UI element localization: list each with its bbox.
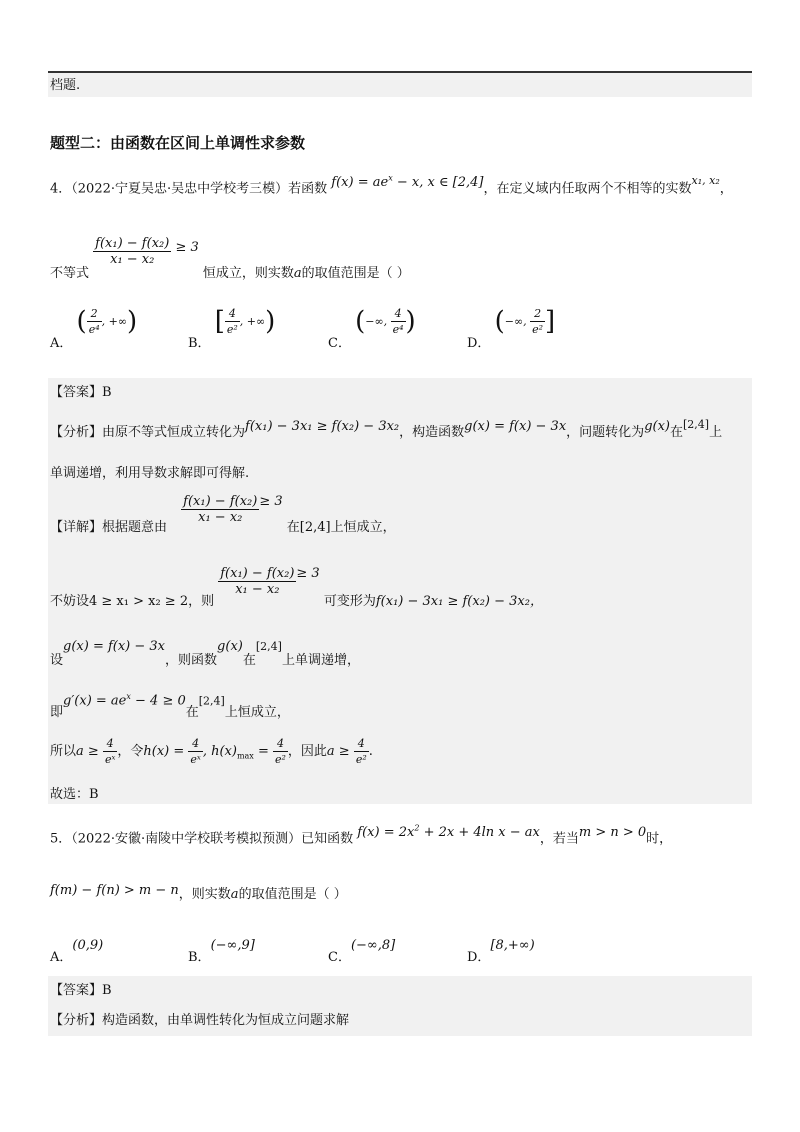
q4-derivative-line: 即$g'(x) = ae^x - 4 \ge 0$在[2,4]上恒成立， [50, 692, 290, 721]
q4-choice: 故选：B [50, 787, 99, 802]
q4-set-line: 设g(x) = f(x) − 3x，则函数g(x)在[2,4]上单调递增， [50, 639, 360, 668]
top-rule [48, 71, 752, 73]
q5-answer: 【答案】B [50, 983, 112, 998]
q4-function: $f(x) = ae^x - x$, x ∈ [2,4] [331, 174, 484, 191]
q4-option-b[interactable]: B． [ $\frac{4}{\text{e²}}$ , +∞) [188, 306, 276, 351]
q4-inequality-fraction: $\frac{\text{f(x₁) − f(x₂)}}{\text{x₁ − x₂}}$ [95, 236, 170, 267]
q4-analysis-line2: 单调递增，利用导数求解即可得解. [50, 466, 250, 481]
q4-option-c[interactable]: C． (−∞, $\frac{4}{\text{e⁴}}$ ) [328, 306, 416, 351]
section-title: 题型二：由函数在区间上单调性求参数 [50, 134, 306, 152]
prev-solution-tail [48, 73, 752, 97]
q4-wlog-line: 不妨设4 ≥ x₁ > x₂ ≥ 2，则 $\frac{\text{f(x₁) − f(x₂)}}{\text{x₁ − x₂}}$ ≥ 3 可变形为f(x₁) − 3x₁ ≥ f(x₂) − 3x₂， [50, 566, 543, 609]
q4-analysis: 【分析】由原不等式恒成立转化为f(x₁) − 3x₁ ≥ f(x₂) − 3x₂，构造函数g(x) = f(x) − 3x，问题转化为g(x)在[2,4]上 [50, 418, 723, 440]
q5-option-c[interactable]: C．(−∞,8] [328, 938, 396, 965]
q5-stem-line2: f(m) − f(n) > m − n，则实数a的取值范围是（ ） [50, 883, 347, 902]
q5-function: $f(x) = 2x^2 + 2x + 4\ln$ x − ax [357, 824, 540, 841]
q4-option-d[interactable]: D． (−∞, $\frac{2}{\text{e²}}$ ] [467, 306, 556, 351]
q5-option-d[interactable]: D．[8,+∞) [467, 938, 535, 965]
q4-detail: 【详解】根据题意由 $\frac{\text{f(x₁) − f(x₂)}}{\text{x₁ − x₂}}$ ≥ 3 在[2,4]上恒成立， [50, 494, 396, 535]
q4-conclusion-line: 所以a ≥ $\frac{4}{\text{eˣ}}$ ，令h(x) = $\frac{4}{\text{eˣ}}$ , $h(x)_{max}$ = $\frac{4}{\text{e²}}$ ，因此a ≥ $\frac{4}{\text{e²}}$ . [50, 737, 373, 766]
q5-option-a[interactable]: A．(0,9) [50, 938, 104, 965]
q4-stem-b: ，在定义域内任取两个不相等的实数 [483, 181, 692, 197]
q4-answer: 【答案】B [50, 385, 112, 400]
q4-stem-a: 若函数 [288, 181, 328, 197]
q5-stem-line1: 5．（2022·安徽·南陵中学校联考模拟预测）已知函数 $f(x) = 2x^2 + 2x + 4\ln$ x − ax，若当m > n > 0时， [50, 824, 673, 847]
q4-number: 4． [50, 181, 72, 197]
q5-analysis: 【分析】构造函数，由单调性转化为恒成立问题求解 [50, 1013, 350, 1028]
q4-option-a[interactable]: A． ( $\frac{2}{\text{e⁴}}$ , +∞) [50, 306, 138, 351]
q4-vars: x₁, x₂ [691, 174, 720, 188]
q4-stem-line1: 4．（2022·宁夏吴忠·吴忠中学校考三模）若函数 $f(x) = ae^x - x$, x ∈ [2,4]，在定义域内任取两个不相等的实数$^{x_1, x_2}$， [50, 174, 733, 197]
q5-option-b[interactable]: B．(−∞,9] [188, 938, 255, 965]
q4-stem-line2: 不等式 $\frac{\text{f(x₁) − f(x₂)}}{\text{x₁ − x₂}}$ ≥ 3 恒成立，则实数a的取值范围是（ ） [50, 236, 410, 281]
q4-source: （2022·宁夏吴忠·吴忠中学校考三模） [71, 181, 289, 197]
prev-text: 档题. [50, 78, 81, 93]
